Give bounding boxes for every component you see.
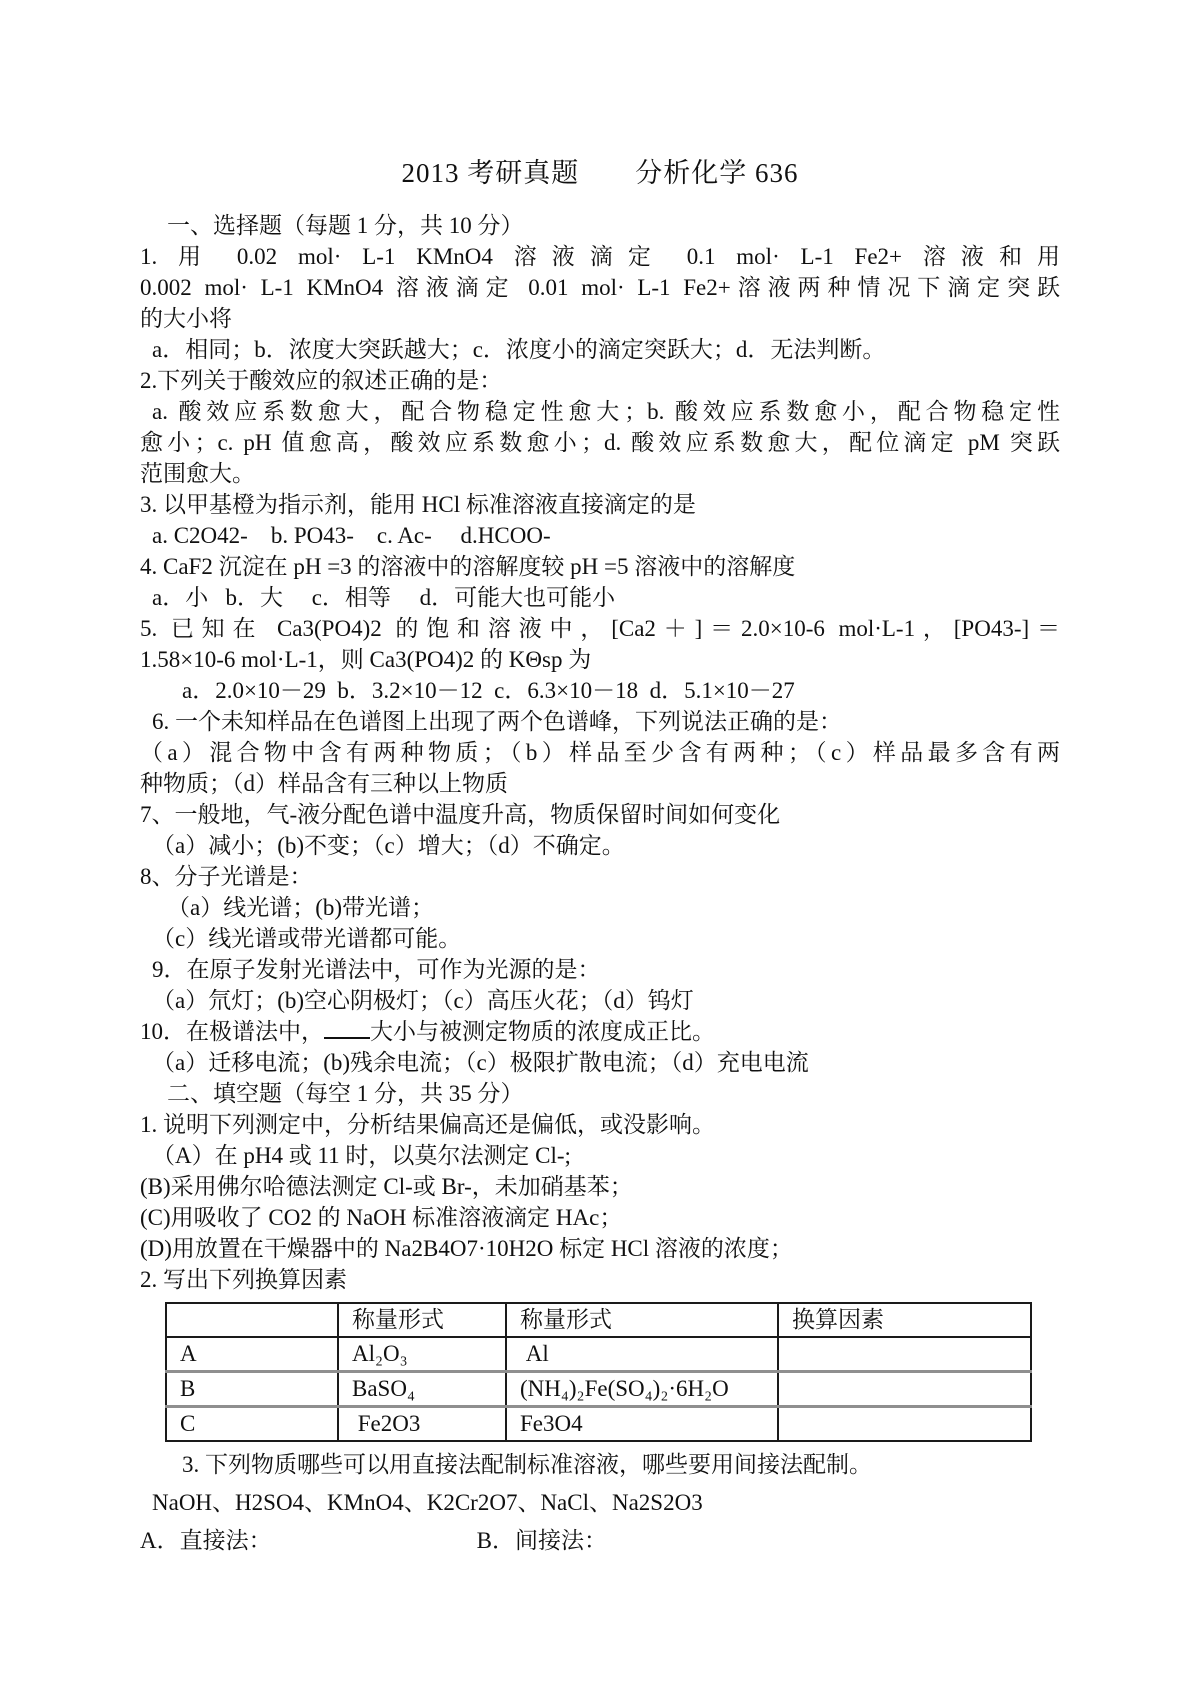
q3-stem: 3. 以甲基橙为指示剂，能用 HCl 标准溶液直接滴定的是 (140, 492, 696, 517)
section1-heading: 一、选择题（每题 1 分，共 10 分） (167, 213, 524, 238)
table-header-weighed-form-2: 称量形式 (506, 1303, 778, 1337)
q6-stem: 6. 一个未知样品在色谱图上出现了两个色谱峰，下列说法正确的是： (152, 709, 842, 734)
conversion-factor-table (165, 1302, 1032, 1442)
q9-stem: 9．在原子发射光谱法中，可作为光源的是： (152, 957, 601, 982)
q10-stem (140, 1016, 1060, 1047)
q10-stem-prefix: 10．在极谱法中， (140, 1019, 324, 1044)
q8-options-line2: （c）线光谱或带光谱都可能。 (152, 926, 462, 951)
q2-options-line2: 愈小；c. pH 值愈高，酸效应系数愈小；d. 酸效应系数愈大，配位滴定 pM 突跃 (140, 430, 1060, 455)
q5-stem-line1: 5. 已知在 Ca3(PO4)2 的饱和溶液中，[Ca2＋]＝2.0×10-6 mol·L-1，[PO43-]＝ (140, 616, 1060, 641)
weighed-form-cell: (NH₄)₂Fe(SO₄)₂·6H₂O (506, 1372, 778, 1407)
table-header-blank (166, 1303, 338, 1337)
q6-options-line1: （a）混合物中含有两种物质；（b）样品至少含有两种；（c）样品最多含有两 (140, 740, 1060, 765)
weighed-form-cell: Fe3O4 (506, 1407, 778, 1442)
fill3-stem: 3. 下列物质哪些可以用直接法配制标准溶液，哪些要用间接法配制。 (182, 1452, 872, 1477)
table-row (166, 1407, 1031, 1442)
table-row (166, 1337, 1031, 1372)
q7-options: （a）减小；(b)不变；（c）增大；（d）不确定。 (152, 833, 625, 858)
q4-stem: 4. CaF2 沉淀在 pH =3 的溶液中的溶解度较 pH =5 溶液中的溶解度 (140, 554, 796, 579)
q8-stem: 8、分子光谱是： (140, 864, 313, 889)
q1-stem-line2: 0.002 mol· L-1 KMnO4 溶液滴定 0.01 mol· L-1 Fe2+溶液两种情况下滴定突跃 (140, 275, 1060, 300)
q2-options-line3: 范围愈大。 (140, 461, 255, 486)
fill-in-blank-underline (324, 1017, 370, 1039)
table-header-conversion-factor: 换算因素 (778, 1303, 1031, 1337)
q9-options: （a）氘灯；(b)空心阴极灯；（c）高压火花；（d）钨灯 (152, 988, 694, 1013)
fill2-stem: 2. 写出下列换算因素 (140, 1267, 347, 1292)
row-label: B (166, 1372, 338, 1407)
table-header-row (166, 1303, 1031, 1337)
q1-options: a．相同；b．浓度大突跃越大；c．浓度小的滴定突跃大；d．无法判断。 (152, 337, 886, 362)
q10-options: （a）迁移电流；(b)残余电流；（c）极限扩散电流；（d）充电电流 (152, 1050, 809, 1075)
q2-stem: 2.下列关于酸效应的叙述正确的是： (140, 368, 503, 393)
table-row (166, 1372, 1031, 1407)
fill1-item-c: (C)用吸收了 CO2 的 NaOH 标准溶液滴定 HAc； (140, 1205, 623, 1230)
row-label: A (166, 1337, 338, 1372)
weighed-form-cell: Al (506, 1337, 778, 1372)
direct-method-label: A．直接法： (140, 1528, 272, 1553)
q4-options: a．小 b．大 c．相等 d．可能大也可能小 (152, 585, 616, 610)
q5-options: a．2.0×10－29 b．3.2×10－12 c．6.3×10－18 d．5.1×10－27 (182, 678, 795, 703)
q8-options-line1: （a）线光谱；(b)带光谱； (167, 895, 435, 920)
conversion-factor-cell (778, 1407, 1031, 1442)
fill1-item-d: (D)用放置在干燥器中的 Na2B4O7·10H2O 标定 HCl 溶液的浓度； (140, 1236, 793, 1261)
q10-stem-suffix: 大小与被测定物质的浓度成正比。 (370, 1019, 715, 1044)
indirect-method-label: B．间接法： (476, 1528, 607, 1553)
q2-options-line1: a. 酸效应系数愈大，配合物稳定性愈大；b. 酸效应系数愈小，配合物稳定性 (152, 399, 1060, 424)
conversion-factor-cell (778, 1372, 1031, 1407)
fill3-substances: NaOH、H2SO4、KMnO4、K2Cr2O7、NaCl、Na2S2O3 (152, 1490, 703, 1515)
weighed-form-cell: BaSO₄ (338, 1372, 506, 1407)
table-header-weighed-form-1: 称量形式 (338, 1303, 506, 1337)
weighed-form-cell: Al₂O₃ (338, 1337, 506, 1372)
q7-stem: 7、一般地，气-液分配色谱中温度升高，物质保留时间如何变化 (140, 802, 781, 827)
fill1-item-b: (B)采用佛尔哈德法测定 Cl-或 Br-，未加硝基苯； (140, 1174, 633, 1199)
fill1-stem: 1. 说明下列测定中，分析结果偏高还是偏低，或没影响。 (140, 1112, 715, 1137)
fill3-answer-labels (140, 1525, 1060, 1556)
q6-options-line2: 种物质；（d）样品含有三种以上物质 (140, 771, 508, 796)
page-title: 2013 考研真题 分析化学 636 (401, 158, 799, 188)
section2-heading: 二、填空题（每空 1 分，共 35 分） (167, 1081, 524, 1106)
weighed-form-cell: Fe2O3 (338, 1407, 506, 1442)
q5-stem-line2: 1.58×10-6 mol·L-1，则 Ca3(PO4)2 的 KΘsp 为 (140, 647, 592, 672)
fill1-item-a: （A）在 pH4 或 11 时，以莫尔法测定 Cl-; (152, 1143, 571, 1168)
conversion-factor-cell (778, 1337, 1031, 1372)
row-label: C (166, 1407, 338, 1442)
q1-stem-line1: 1. 用 0.02 mol· L-1 KMnO4 溶液滴定 0.1 mol· L-1 Fe2+ 溶液和用 (140, 244, 1060, 269)
q1-stem-line3: 的大小将 (140, 306, 232, 331)
q3-options: a. C2O42- b. PO43- c. Ac- d.HCOO- (152, 523, 551, 548)
